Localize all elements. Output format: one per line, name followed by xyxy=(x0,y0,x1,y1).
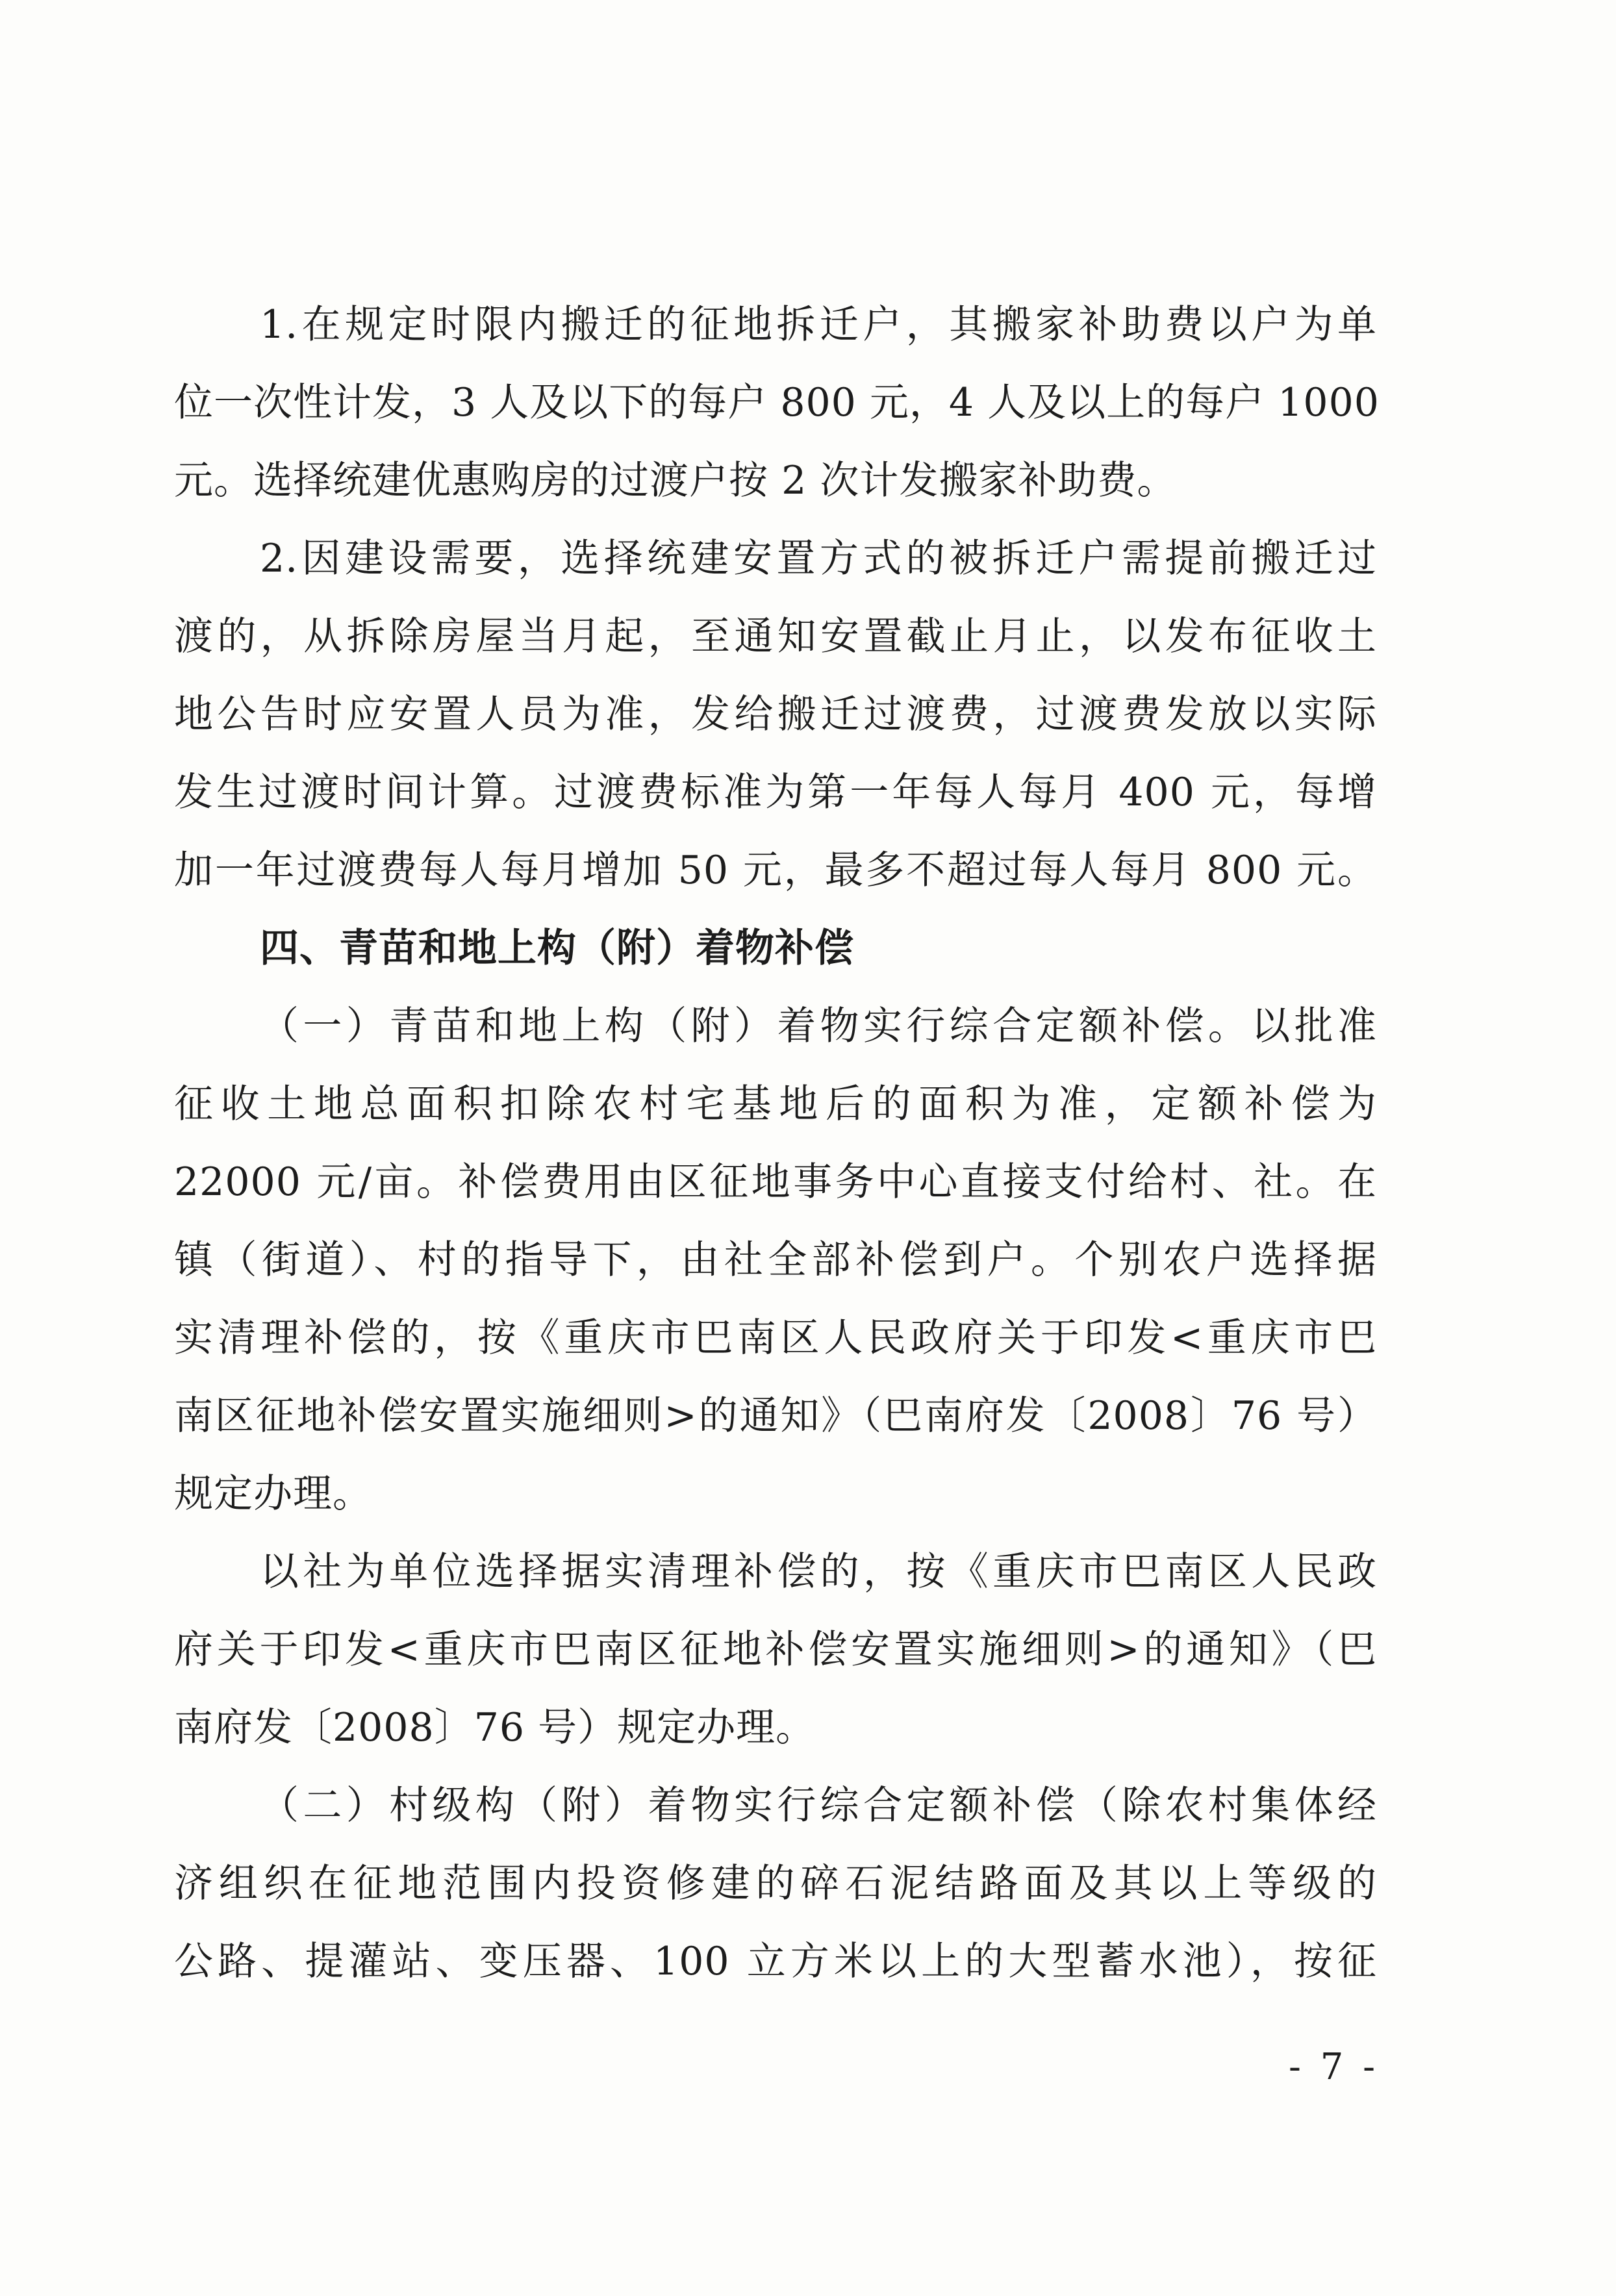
paragraph-1-line-1: 1.在规定时限内搬迁的征地拆迁户，其搬家补助费以户为单 xyxy=(260,302,1377,347)
paragraph-3-line-4: 镇（街道）、村的指导下，由社全部补偿到户。个别农户选择据 xyxy=(174,1237,1377,1283)
paragraph-4-line-1: 以社为单位选择据实清理补偿的，按《重庆市巴南区人民政 xyxy=(260,1549,1377,1595)
paragraph-3-line-6: 南区征地补偿安置实施细则>的通知》（巴南府发〔2008〕76 号） xyxy=(174,1393,1377,1439)
section-heading: 四、青苗和地上构（附）着物补偿 xyxy=(260,926,854,971)
paragraph-1-line-2: 位一次性计发，3 人及以下的每户 800 元，4 人及以上的每户 1000 xyxy=(174,380,1380,425)
paragraph-3-line-3: 22000 元/亩。补偿费用由区征地事务中心直接支付给村、社。在 xyxy=(174,1159,1377,1205)
paragraph-3-line-2: 征收土地总面积扣除农村宅基地后的面积为准，定额补偿为 xyxy=(174,1081,1377,1127)
paragraph-5-line-2: 济组织在征地范围内投资修建的碎石泥结路面及其以上等级的 xyxy=(174,1861,1377,1906)
paragraph-5-line-3: 公路、提灌站、变压器、100 立方米以上的大型蓄水池），按征 xyxy=(174,1939,1377,1984)
paragraph-2-line-5: 加一年过渡费每人每月增加 50 元，最多不超过每人每月 800 元。 xyxy=(174,848,1377,893)
paragraph-3-line-1: （一）青苗和地上构（附）着物实行综合定额补偿。以批准 xyxy=(260,1003,1377,1049)
paragraph-3-line-5: 实清理补偿的，按《重庆市巴南区人民政府关于印发<重庆市巴 xyxy=(174,1315,1377,1361)
paragraph-1-line-3: 元。选择统建优惠购房的过渡户按 2 次计发搬家补助费。 xyxy=(174,458,1177,503)
paragraph-4-line-3: 南府发〔2008〕76 号）规定办理。 xyxy=(174,1705,816,1750)
paragraph-3-line-7: 规定办理。 xyxy=(174,1471,372,1517)
page-number: - 7 - xyxy=(1289,2046,1380,2088)
paragraph-4-line-2: 府关于印发<重庆市巴南区征地补偿安置实施细则>的通知》（巴 xyxy=(174,1627,1377,1672)
paragraph-5-line-1: （二）村级构（附）着物实行综合定额补偿（除农村集体经 xyxy=(260,1783,1377,1828)
paragraph-2-line-4: 发生过渡时间计算。过渡费标准为第一年每人每月 400 元，每增 xyxy=(174,770,1377,815)
paragraph-2-line-3: 地公告时应安置人员为准，发给搬迁过渡费，过渡费发放以实际 xyxy=(174,692,1377,737)
paragraph-2-line-1: 2.因建设需要，选择统建安置方式的被拆迁户需提前搬迁过 xyxy=(260,536,1377,581)
paragraph-2-line-2: 渡的，从拆除房屋当月起，至通知安置截止月止，以发布征收土 xyxy=(174,614,1377,659)
